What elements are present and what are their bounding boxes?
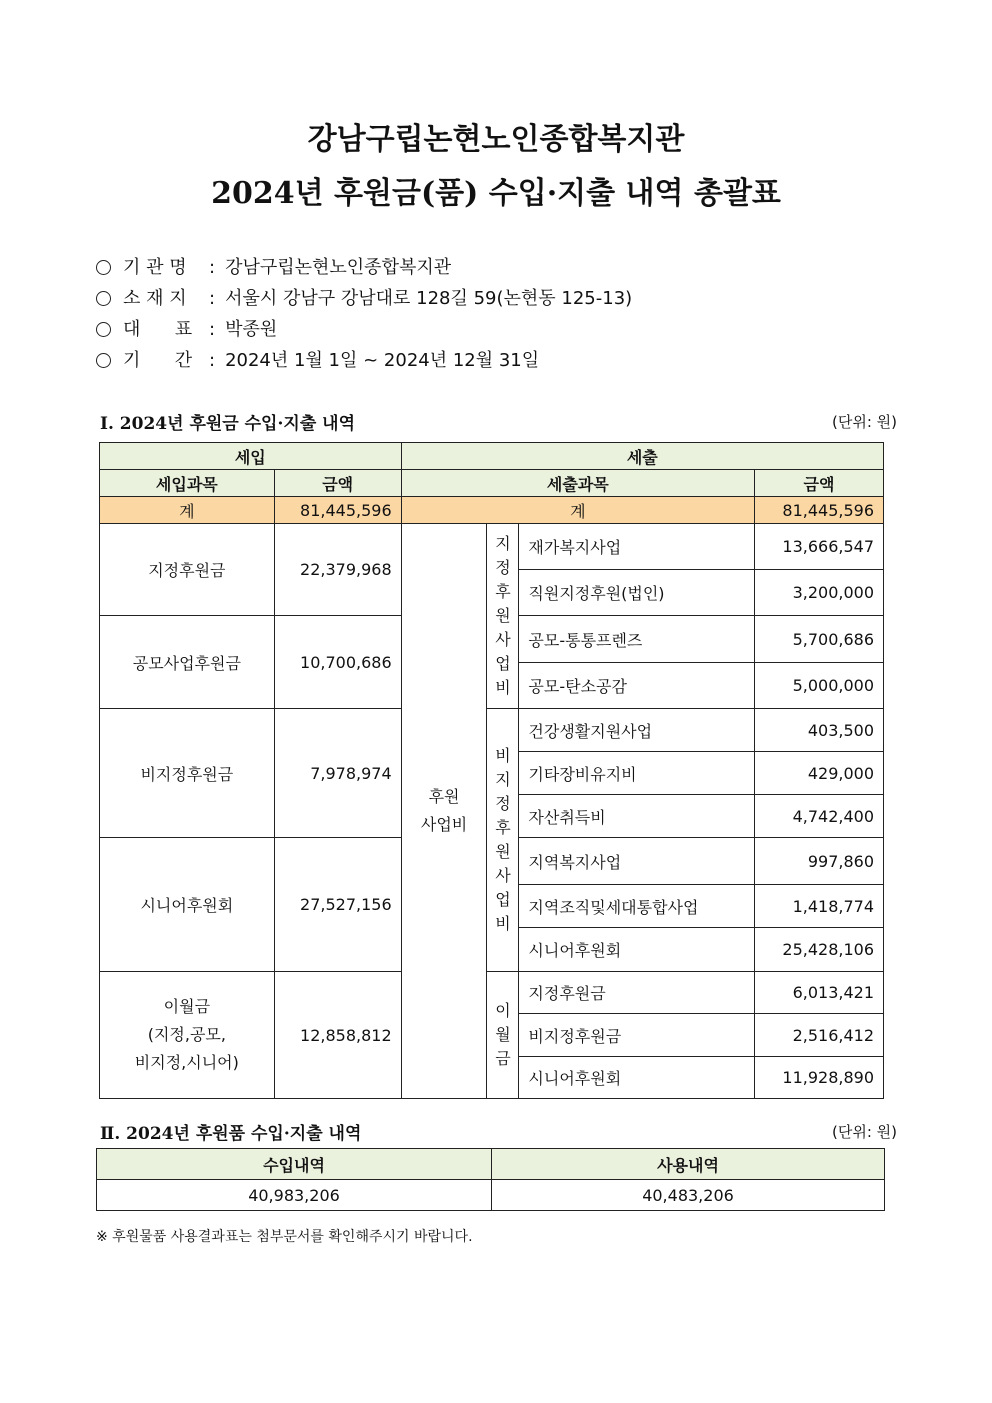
group-label-char: 후	[495, 818, 511, 837]
table-row	[100, 524, 884, 570]
section1-unit: (단위: 원)	[832, 413, 897, 431]
info-label: 기 관 명	[123, 257, 187, 278]
group-label-char: 사	[495, 866, 511, 885]
section2-unit: (단위: 원)	[832, 1123, 897, 1141]
income-amount-header: 금액	[274, 470, 401, 497]
income-subject-header: 세입과목	[100, 470, 275, 497]
income-name-line: 이월금	[163, 997, 211, 1016]
document-title: 강남구립논현노인종합복지관	[307, 122, 685, 157]
expense-total-label: 계	[401, 497, 754, 524]
income-name-line: (지정,공모,	[147, 1025, 226, 1044]
expense-item-name: 시니어후원회	[519, 1057, 755, 1099]
section1-title: Ⅰ. 2024년 후원금 수입·지출 내역	[100, 414, 355, 434]
colon: :	[209, 257, 216, 278]
income-amount: 12,858,812	[274, 972, 401, 1099]
expense-item-name: 자산취득비	[519, 795, 755, 838]
income-name: 시니어후원회	[100, 838, 275, 972]
info-value: 강남구립논현노인종합복지관	[225, 257, 452, 278]
group-label-char: 비	[495, 746, 511, 765]
donation-table	[99, 442, 884, 1099]
expense-item-amount: 4,742,400	[755, 795, 884, 838]
info-value: 서울시 강남구 강남대로 128길 59(논현동 125-13)	[225, 288, 633, 309]
group-label-carryover	[487, 972, 519, 1099]
expense-item-name: 재가복지사업	[519, 524, 755, 570]
info-row-representative	[96, 314, 632, 345]
table-row	[100, 709, 884, 752]
info-row-period	[96, 345, 632, 376]
income-name-line: 비지정,시니어)	[134, 1053, 239, 1072]
circle-bullet-icon	[96, 322, 111, 337]
info-row-address	[96, 283, 632, 314]
income-name-carryover	[100, 972, 275, 1099]
expense-item-amount: 429,000	[755, 752, 884, 795]
income-header: 세입	[100, 443, 402, 470]
group-label-char: 정	[495, 558, 511, 577]
circle-bullet-icon	[96, 260, 111, 275]
expense-item-name: 지정후원금	[519, 972, 755, 1014]
footnote: ※ 후원물품 사용결과표는 첨부문서를 확인해주시기 바랍니다.	[96, 1229, 473, 1245]
goods-income-header: 수입내역	[97, 1149, 492, 1180]
goods-usage-value: 40,483,206	[492, 1180, 885, 1211]
income-total-amount: 81,445,596	[274, 497, 401, 524]
group-label-char: 비	[495, 678, 511, 697]
income-name: 공모사업후원금	[100, 616, 275, 709]
group-label-char: 월	[495, 1025, 511, 1044]
colon: :	[209, 288, 216, 309]
group-label-non-designated	[487, 709, 519, 972]
expense-item-amount: 11,928,890	[755, 1057, 884, 1099]
expense-item-amount: 5,000,000	[755, 663, 884, 709]
goods-usage-header: 사용내역	[492, 1149, 885, 1180]
expense-item-amount: 25,428,106	[755, 928, 884, 972]
goods-income-value: 40,983,206	[97, 1180, 492, 1211]
expense-item-name: 지역조직및세대통합사업	[519, 885, 755, 928]
info-label: 대 표	[123, 319, 193, 340]
expense-item-amount: 2,516,412	[755, 1014, 884, 1057]
info-label: 기 간	[123, 350, 193, 371]
expense-category	[401, 524, 487, 1099]
income-name: 비지정후원금	[100, 709, 275, 838]
income-amount: 10,700,686	[274, 616, 401, 709]
expense-item-name: 시니어후원회	[519, 928, 755, 972]
income-amount: 7,978,974	[274, 709, 401, 838]
expense-item-amount: 997,860	[755, 838, 884, 885]
group-label-char: 정	[495, 794, 511, 813]
group-label-char: 지	[495, 770, 511, 789]
income-name: 지정후원금	[100, 524, 275, 616]
table-row	[100, 972, 884, 1014]
circle-bullet-icon	[96, 291, 111, 306]
expense-item-name: 지역복지사업	[519, 838, 755, 885]
info-list	[96, 252, 632, 376]
expense-total-amount: 81,445,596	[755, 497, 884, 524]
expense-item-amount: 403,500	[755, 709, 884, 752]
expense-item-name: 공모-탄소공감	[519, 663, 755, 709]
expense-item-amount: 1,418,774	[755, 885, 884, 928]
expense-item-name: 공모-통통프렌즈	[519, 616, 755, 663]
expense-item-name: 기타장비유지비	[519, 752, 755, 795]
info-row-institution	[96, 252, 632, 283]
expense-item-name: 비지정후원금	[519, 1014, 755, 1057]
document-subtitle: 2024년 후원금(품) 수입·지출 내역 총괄표	[211, 176, 781, 211]
total-row	[100, 497, 884, 524]
group-label-char: 사	[495, 630, 511, 649]
expense-category-line: 후원	[428, 787, 460, 806]
expense-item-name: 직원지정후원(법인)	[519, 570, 755, 616]
goods-table	[96, 1148, 885, 1211]
group-label-char: 지	[495, 534, 511, 553]
expense-amount-header: 금액	[755, 470, 884, 497]
expense-category-line: 사업비	[420, 815, 468, 834]
group-label-char: 이	[495, 1001, 511, 1020]
group-label-designated	[487, 524, 519, 709]
info-value: 박종원	[225, 319, 278, 340]
expense-item-amount: 6,013,421	[755, 972, 884, 1014]
section2-title: Ⅱ. 2024년 후원품 수입·지출 내역	[100, 1124, 362, 1144]
group-label-char: 업	[495, 890, 511, 909]
expense-item-amount: 5,700,686	[755, 616, 884, 663]
circle-bullet-icon	[96, 353, 111, 368]
info-value: 2024년 1월 1일 ~ 2024년 12월 31일	[225, 350, 540, 371]
expense-item-amount: 3,200,000	[755, 570, 884, 616]
income-total-label: 계	[100, 497, 275, 524]
expense-subject-header: 세출과목	[401, 470, 754, 497]
info-label: 소 재 지	[123, 288, 187, 309]
group-label-char: 원	[495, 606, 511, 625]
income-amount: 22,379,968	[274, 524, 401, 616]
group-label-char: 원	[495, 842, 511, 861]
income-amount: 27,527,156	[274, 838, 401, 972]
colon: :	[209, 319, 216, 340]
colon: :	[209, 350, 216, 371]
group-label-char: 금	[495, 1049, 511, 1068]
group-label-char: 비	[495, 914, 511, 933]
expense-item-amount: 13,666,547	[755, 524, 884, 570]
group-label-char: 업	[495, 654, 511, 673]
expense-item-name: 건강생활지원사업	[519, 709, 755, 752]
group-label-char: 후	[495, 582, 511, 601]
expense-header: 세출	[401, 443, 883, 470]
